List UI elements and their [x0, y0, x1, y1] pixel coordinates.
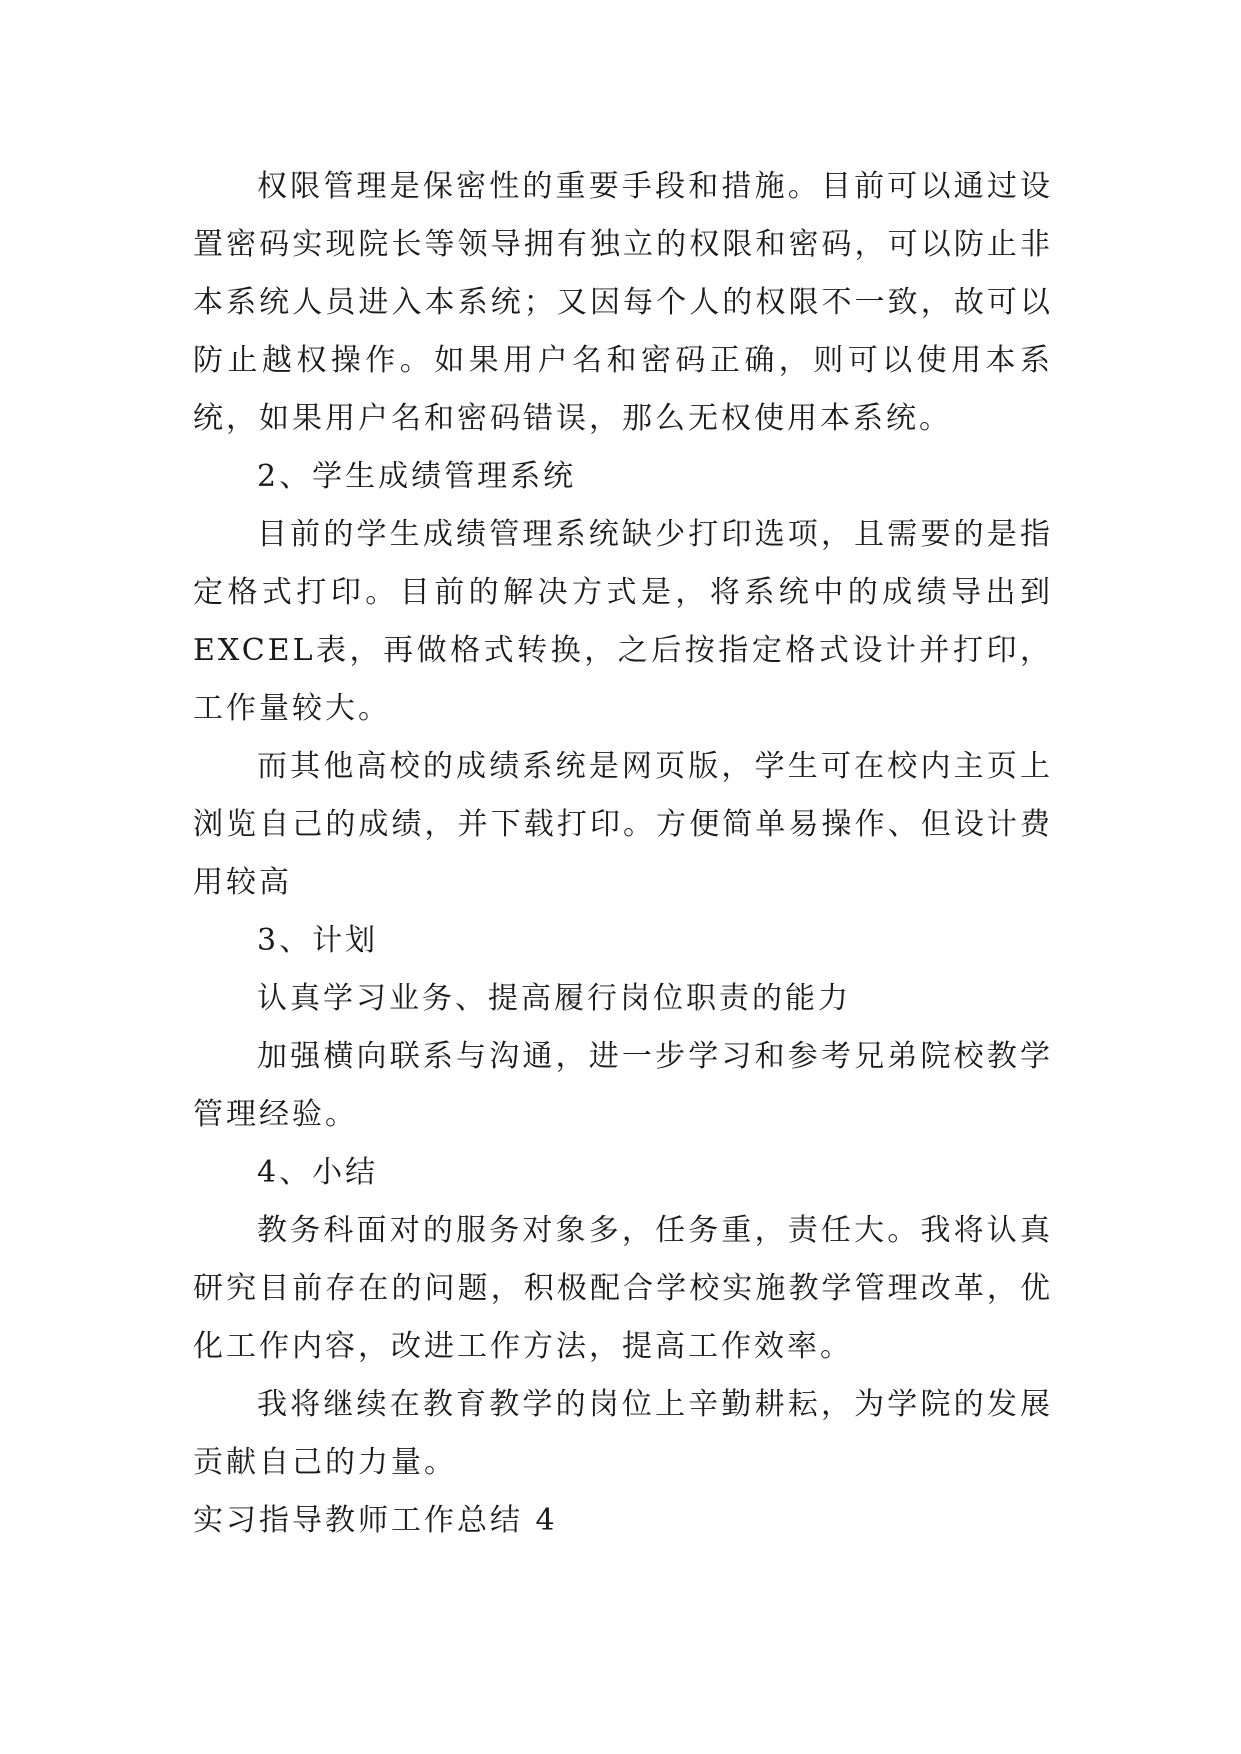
- paragraph-other-schools: 而其他高校的成绩系统是网页版，学生可在校内主页上浏览自己的成绩，并下载打印。方便简单易操作、但设计费用较高: [193, 749, 1053, 900]
- document-title-next-section: 实习指导教师工作总结 4: [193, 1503, 558, 1538]
- section-heading-plan: 3、计划: [257, 923, 379, 958]
- paragraph-summary-duties: 教务科面对的服务对象多，任务重，责任大。我将认真研究目前存在的问题，积极配合学校实施教学管理改革，优化工作内容，改进工作方法，提高工作效率。: [193, 1213, 1053, 1364]
- paragraph-plan-study: 认真学习业务、提高履行岗位职责的能力: [257, 981, 851, 1016]
- paragraph-plan-communication: 加强横向联系与沟通，进一步学习和参考兄弟院校教学管理经验。: [193, 1039, 1053, 1132]
- section-heading-summary: 4、小结: [257, 1155, 379, 1190]
- paragraph-grade-system-problem: 目前的学生成绩管理系统缺少打印选项，且需要的是指定格式打印。目前的解决方式是，将系统中的成绩导出到EXCEL表，再做格式转换，之后按指定格式设计并打印，工作量较大。: [193, 517, 1053, 726]
- section-heading-grade-system: 2、学生成绩管理系统: [257, 459, 577, 494]
- paragraph-permission-management: 权限管理是保密性的重要手段和措施。目前可以通过设置密码实现院长等领导拥有独立的权限和密码，可以防止非本系统人员进入本系统；又因每个人的权限不一致，故可以防止越权操作。如果用户名和密码正确，则可以使用本系统，如果用户名和密码错误，那么无权使用本系统。: [193, 169, 1053, 436]
- document-body: [193, 158, 1053, 1550]
- paragraph-summary-commitment: 我将继续在教育教学的岗位上辛勤耕耘，为学院的发展贡献自己的力量。: [193, 1387, 1053, 1480]
